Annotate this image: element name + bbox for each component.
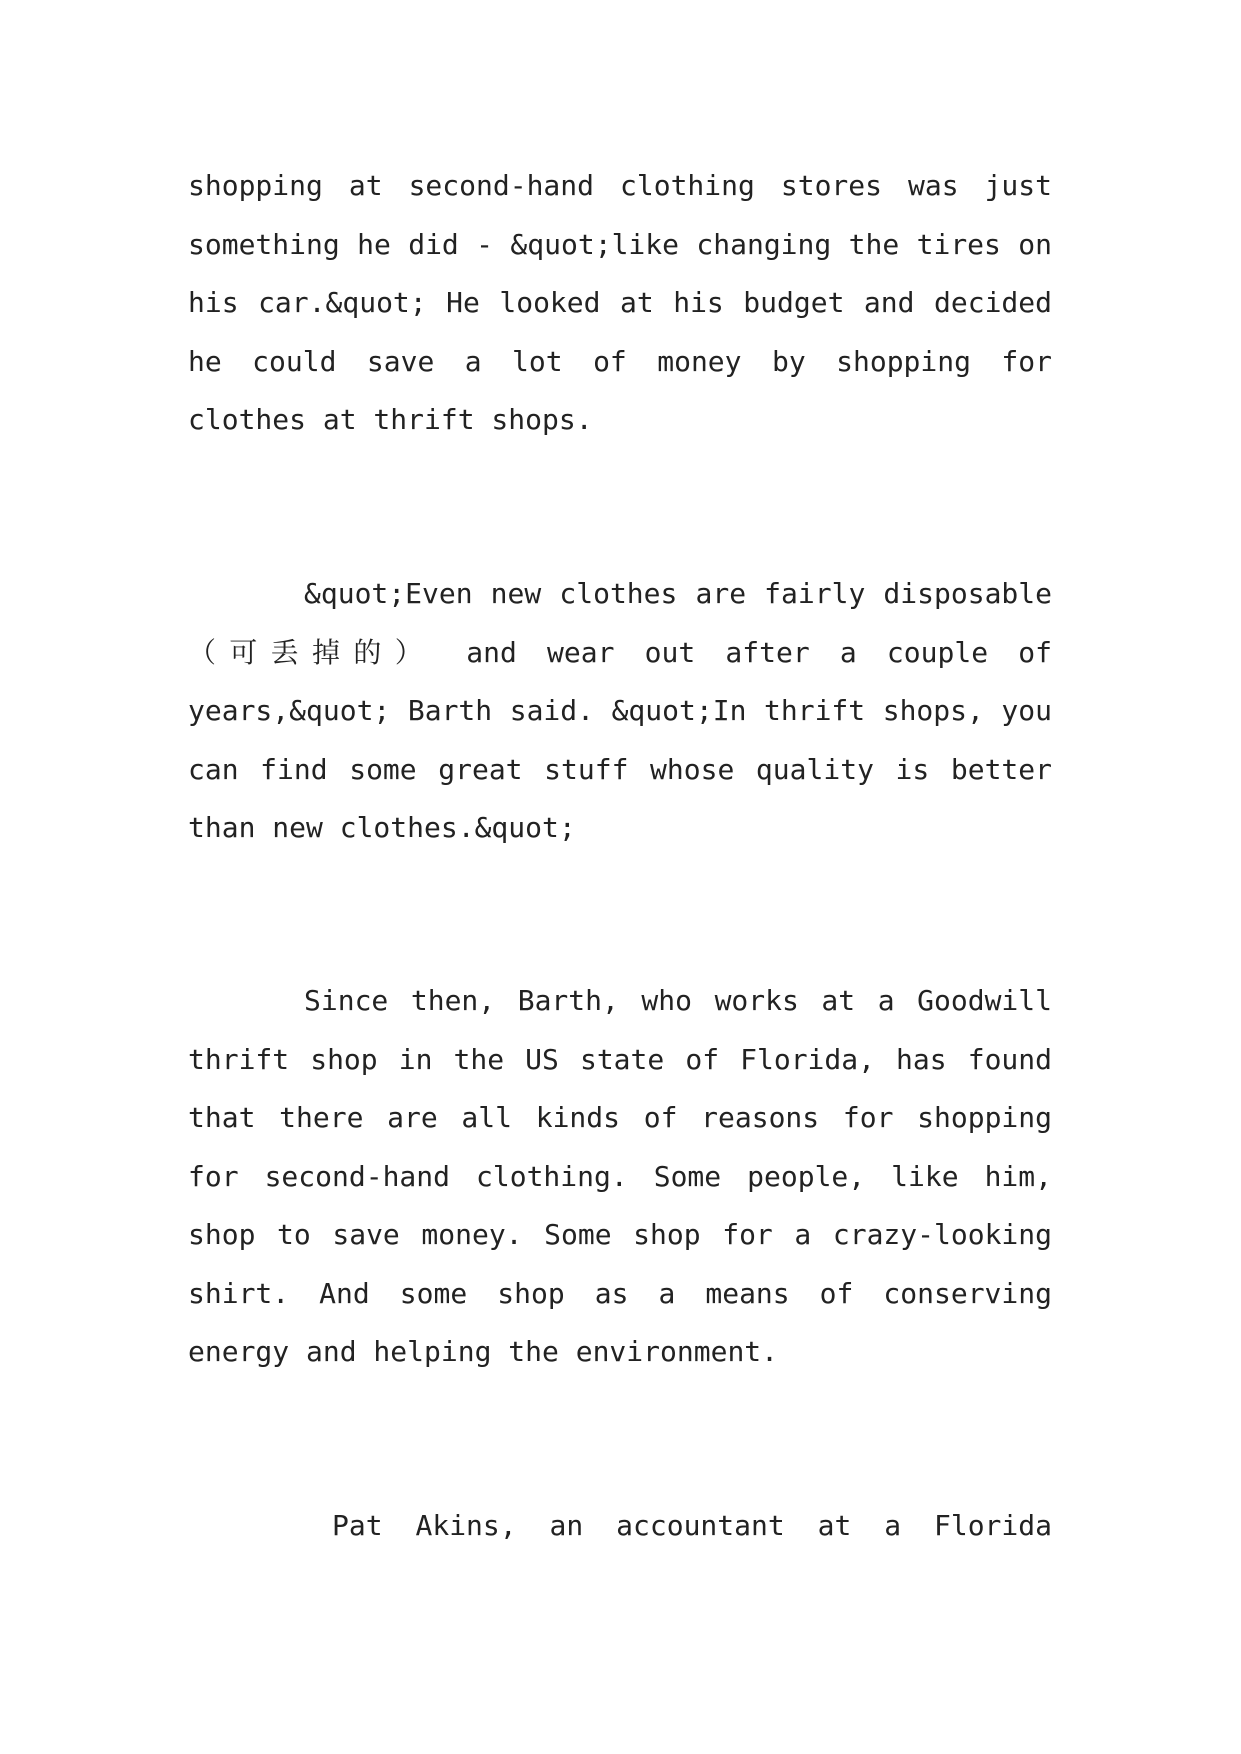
paragraph-line: （可丢掉的） and wear out after a couple of — [188, 635, 1052, 669]
paragraph-line: his car.&quot; He looked at his budget and decided — [188, 286, 1052, 319]
paragraph-4 — [188, 1497, 1052, 1556]
paragraph-line: something he did - &quot;like changing the tires on — [188, 227, 1052, 261]
paragraph-line: years,&quot; Barth said. &quot;In thrift shops, you — [188, 694, 1052, 727]
paragraph-line: for second-hand clothing. Some people, like him, — [188, 1159, 1052, 1193]
paragraph-2 — [188, 565, 1052, 858]
paragraph-line: Pat Akins, an accountant at a Florida — [332, 1509, 1052, 1542]
paragraph-line: clothes at thrift shops. — [188, 403, 593, 436]
paragraph-line: &quot;Even new clothes are fairly disposable — [304, 577, 1052, 610]
paragraph-line: thrift shop in the US state of Florida, has found — [188, 1042, 1052, 1076]
paragraph-line: shopping at second-hand clothing stores was just — [188, 169, 1052, 202]
paragraph-1 — [188, 157, 1052, 450]
paragraph-line: Since then, Barth, who works at a Goodwill — [304, 984, 1052, 1017]
paragraph-line: that there are all kinds of reasons for shopping — [188, 1101, 1052, 1134]
paragraph-line: than new clothes.&quot; — [188, 811, 576, 844]
paragraph-line: shop to save money. Some shop for a crazy-looking — [188, 1218, 1052, 1251]
paragraph-3 — [188, 972, 1052, 1382]
paragraph-line: energy and helping the environment. — [188, 1335, 779, 1368]
paragraph-line: can find some great stuff whose quality is better — [188, 752, 1052, 786]
paragraph-line: he could save a lot of money by shopping for — [188, 344, 1052, 378]
paragraph-line: shirt. And some shop as a means of conserving — [188, 1276, 1052, 1310]
